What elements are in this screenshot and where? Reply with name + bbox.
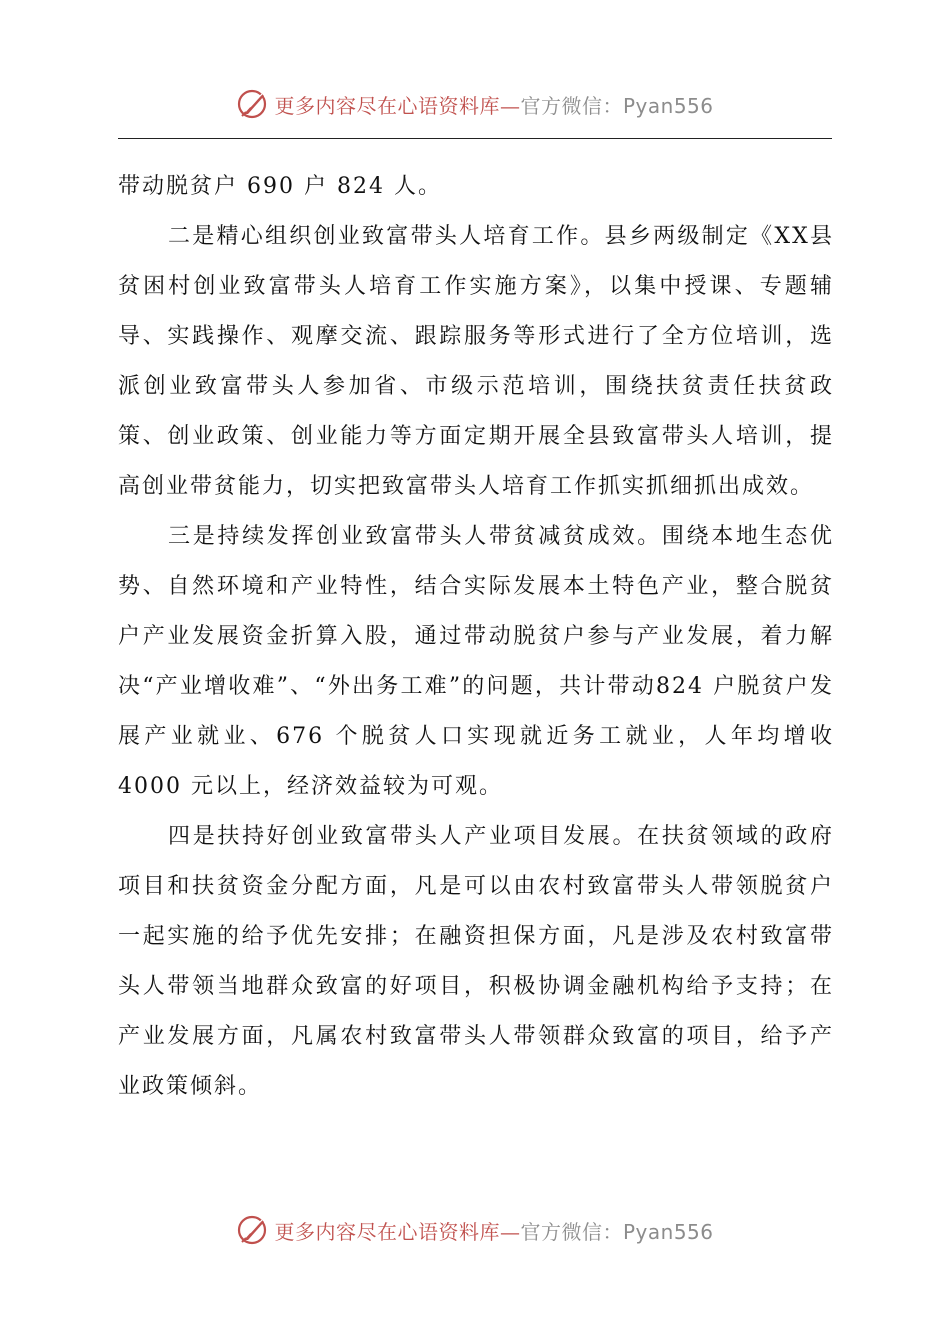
header-banner-id: Pyan556 bbox=[622, 93, 714, 118]
footer-banner-id: Pyan556 bbox=[622, 1219, 714, 1244]
header-divider bbox=[118, 138, 832, 139]
paragraph-3: 三是持续发挥创业致富带头人带贫减贫成效。围绕本地生态优势、自然环境和产业特性，结合实际发展本土特色产业，整合脱贫户产业发展资金折算入股，通过带动脱贫户参与产业发展，着力解决“产业增收难”、“外出务工难”的问题，共计带动824 户脱贫户发展产业就业、676 个脱贫人口实现就近务工就业，人年均增收 4000 元以上，经济效益较为可观。 bbox=[118, 524, 834, 799]
footer-banner-dash: — bbox=[499, 1219, 521, 1244]
header-banner-dash: — bbox=[499, 93, 521, 118]
document-body bbox=[118, 162, 834, 1112]
footer-banner-text bbox=[274, 1216, 713, 1245]
paragraph-2: 二是精心组织创业致富带头人培育工作。县乡两级制定《XX县贫困村创业致富带头人培育工作实施方案》，以集中授课、专题辅导、实践操作、观摩交流、跟踪服务等形式进行了全方位培训，选派创业致富带头人参加省、市级示范培训，围绕扶贫责任扶贫政策、创业政策、创业能力等方面定期开展全县致富带头人培训，提高创业带贫能力，切实把致富带头人培育工作抓实抓细抓出成效。 bbox=[118, 224, 834, 499]
header-banner-main: 更多内容尽在心语资料库 bbox=[274, 93, 500, 118]
header-banner-official: 官方微信： bbox=[520, 93, 623, 118]
paragraph-1: 带动脱贫户 690 户 824 人。 bbox=[118, 174, 442, 199]
header-banner bbox=[0, 84, 950, 124]
header-banner-text bbox=[274, 90, 713, 119]
footer-banner-official: 官方微信： bbox=[520, 1219, 623, 1244]
quill-pen-logo-icon bbox=[236, 1213, 270, 1247]
paragraph-4: 四是扶持好创业致富带头人产业项目发展。在扶贫领域的政府项目和扶贫资金分配方面，凡是可以由农村致富带头人带领脱贫户一起实施的给予优先安排；在融资担保方面，凡是涉及农村致富带头人带领当地群众致富的好项目，积极协调金融机构给予支持；在产业发展方面，凡属农村致富带头人带领群众致富的项目，给予产业政策倾斜。 bbox=[118, 824, 834, 1099]
quill-pen-logo-icon bbox=[236, 87, 270, 121]
footer-banner bbox=[0, 1210, 950, 1250]
footer-banner-main: 更多内容尽在心语资料库 bbox=[274, 1219, 500, 1244]
